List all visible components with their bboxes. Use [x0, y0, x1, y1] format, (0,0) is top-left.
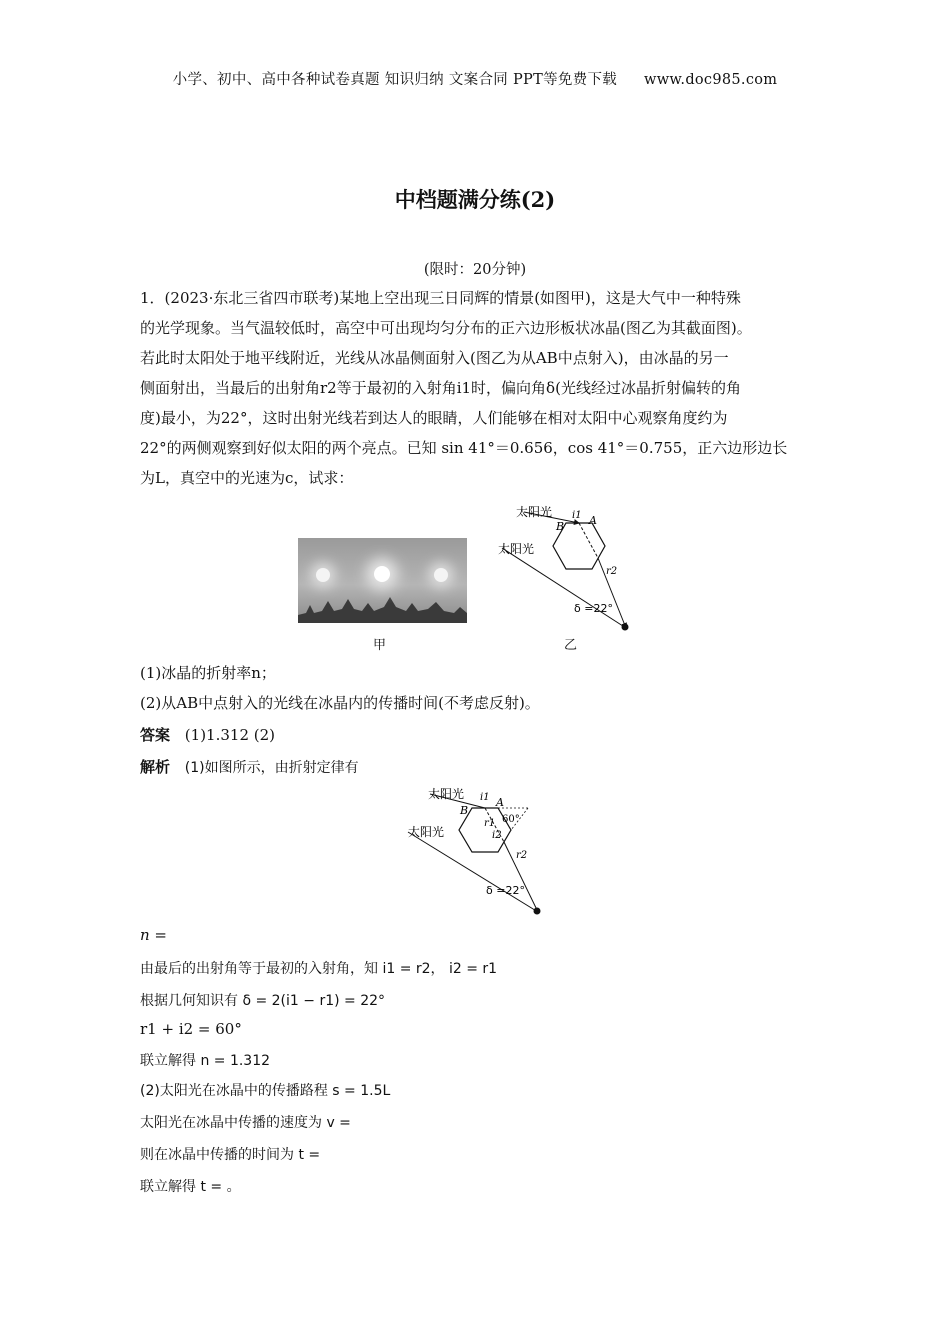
caption-jia: 甲 — [373, 638, 387, 653]
page-title: 中档题满分练(2) — [394, 187, 556, 212]
label-a: A — [589, 514, 597, 527]
analysis-step: r1 + i2 = 60° — [140, 1020, 242, 1038]
sun — [374, 566, 390, 582]
delta-label: δ =22° — [486, 884, 525, 897]
tree-silhouette — [298, 593, 467, 623]
reference-ray — [502, 548, 626, 628]
analysis-step: 联立解得 n = 1.312 — [140, 1053, 271, 1069]
label-60: 60° — [502, 814, 520, 825]
label-b: B — [460, 804, 469, 817]
question-line: 的光学现象。当气温较低时，高空中可出现均匀分布的正六边形板状冰晶(图乙为其截面图)。 — [140, 319, 752, 337]
label-i1: i1 — [572, 510, 582, 521]
analysis-diagram — [400, 780, 560, 920]
label-a: A — [496, 796, 504, 809]
label-i2: i2 — [492, 830, 502, 841]
label-r2: r2 — [516, 850, 528, 861]
time-limit: (限时：20分钟) — [423, 262, 527, 278]
analysis-step: 则在冰晶中传播的时间为 t = — [140, 1147, 321, 1163]
analysis-step: 太阳光在冰晶中传播的速度为 v = — [140, 1115, 351, 1131]
eye-icon — [534, 908, 541, 915]
question-line: 侧面射出，当最后的出射角r2等于最初的入射角i1时，偏向角δ(光线经过冰晶折射偏转的角 — [140, 379, 741, 397]
analysis-step: 由最后的出射角等于最初的入射角，知 i1 = r2， i2 = r1 — [140, 961, 498, 977]
analysis-label: 解析 — [140, 758, 171, 776]
sunlight-label-lower: 太阳光 — [408, 825, 445, 839]
label-b: B — [556, 520, 565, 533]
label-r1: r1 — [484, 818, 496, 829]
sunlight-label-top: 太阳光 — [428, 787, 465, 801]
figure-row — [298, 498, 658, 658]
analysis-intro: (1)如图所示，由折射定律有 — [184, 760, 359, 776]
answer-label: 答案 — [140, 726, 171, 744]
caption-yi: 乙 — [564, 638, 578, 653]
question-line: 为L，真空中的光速为c，试求： — [140, 469, 354, 487]
analysis-line — [140, 756, 359, 777]
label-i1: i1 — [480, 792, 490, 803]
ice-crystal-diagram — [494, 498, 654, 638]
sub-question-1: (1)冰晶的折射率n； — [140, 664, 276, 682]
sundog-right — [434, 568, 448, 582]
answer-line — [140, 724, 275, 745]
sunlight-label-lower: 太阳光 — [498, 542, 535, 556]
eye-icon — [622, 624, 629, 631]
question-line: 1．(2023·东北三省四市联考)某地上空出现三日同辉的情景(如图甲)，这是大气中一种特殊 — [140, 289, 741, 307]
question-text — [140, 283, 812, 493]
analysis-step: n = — [140, 926, 167, 944]
header-text: 小学、初中、高中各种试卷真题 知识归纳 文案合同 PPT等免费下载 — [172, 72, 618, 88]
delta-label: δ =22° — [574, 602, 613, 615]
sun-halo-photo — [298, 538, 467, 623]
sundog-left — [316, 568, 330, 582]
page-header — [0, 68, 950, 89]
label-r2: r2 — [606, 566, 618, 577]
header-site: www.doc985.com — [644, 72, 778, 88]
analysis-step: 根据几何知识有 δ = 2(i1 − r1) = 22° — [140, 993, 386, 1009]
analysis-step: (2)太阳光在冰晶中的传播路程 s = 1.5L — [140, 1083, 391, 1099]
sunlight-label-top: 太阳光 — [516, 505, 553, 519]
analysis-step: 联立解得 t = 。 — [140, 1179, 241, 1195]
question-line: 若此时太阳处于地平线附近，光线从冰晶侧面射入(图乙为从AB中点射入)，由冰晶的另一 — [140, 349, 729, 367]
question-line: 22°的两侧观察到好似太阳的两个亮点。已知 sin 41°＝0.656，cos 41°＝0.755，正六边形边长 — [140, 439, 788, 457]
sub-question-2: (2)从AB中点射入的光线在冰晶内的传播时间(不考虑反射)。 — [140, 694, 540, 712]
answer-text: (1)1.312 (2) — [184, 726, 276, 744]
question-line: 度)最小，为22°，这时出射光线若到达人的眼睛，人们能够在相对太阳中心观察角度约为 — [140, 409, 728, 427]
